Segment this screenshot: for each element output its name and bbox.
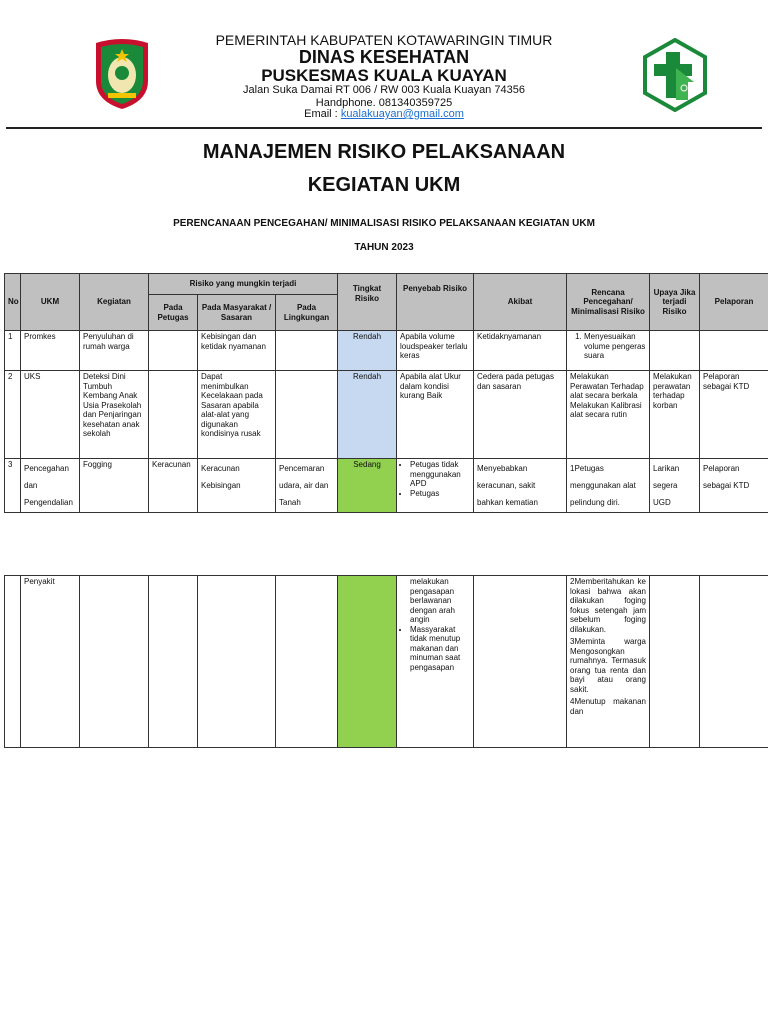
email-label: Email : (304, 108, 341, 120)
document-title: MANAJEMEN RISIKO PELAKSANAAN (202, 141, 566, 163)
table-row (5, 331, 768, 371)
penyebab-item: • Massyarakat tidak menutup makanan dan minuman saat pengasapan (410, 625, 470, 673)
risk-table-continued (4, 575, 768, 748)
cell-ukm: Promkes (21, 331, 80, 371)
header-rencana: Rencana Pencegahan/ Minimalisasi Risiko (567, 274, 650, 331)
document-subtitle: PERENCANAAN PENCEGAHAN/ MINIMALISASI RISIKO PELAKSANAAN KEGIATAN UKM (173, 218, 595, 229)
header-risiko: Risiko yang mungkin terjadi (149, 274, 338, 295)
cell-lingkungan (276, 576, 338, 748)
cell-upaya (650, 331, 700, 371)
cell-masyarakat: Keracunan Kebisingan (198, 459, 276, 513)
cell-masyarakat: Kebisingan dan ketidak nyamanan (198, 331, 276, 371)
cell-penyebab (397, 459, 474, 513)
penyebab-item: melakukan pengasapan berlawanan dengan arah angin (410, 577, 455, 624)
header-upaya: Upaya Jika terjadi Risiko (650, 274, 700, 331)
penyebab-item: • Petugas tidak menggunakan APD (410, 460, 470, 489)
table-row (5, 576, 768, 748)
cell-penyebab: Apabila volume loudspeaker terlalu keras (397, 331, 474, 371)
header-no: No (5, 274, 21, 331)
header-ukm: UKM (21, 274, 80, 331)
cell-pelaporan: Pelaporan sebagai KTD (700, 459, 768, 513)
cell-upaya (650, 576, 700, 748)
penyebab-item: • Petugas (410, 489, 470, 499)
rencana-item: 1. Menyesuaikan volume pengeras suara (584, 332, 646, 361)
cell-akibat: Menyebabkan keracunan, sakit bahkan kematian (474, 459, 567, 513)
cell-tingkat: Rendah (338, 371, 397, 459)
cell-kegiatan: Fogging (80, 459, 149, 513)
cell-rencana: Melakukan Perawatan Terhadap alat secara berkala Melakukan Kalibrasi alat secara rutin (567, 371, 650, 459)
header-masyarakat: Pada Masyarakat / Sasaran (198, 295, 276, 331)
cell-petugas (149, 371, 198, 459)
cell-no: 3 (5, 459, 21, 513)
government-name: PEMERINTAH KABUPATEN KOTAWARINGIN TIMUR (215, 32, 553, 48)
cell-upaya: Melakukan perawatan terhadap korban (650, 371, 700, 459)
cell-kegiatan (80, 576, 149, 748)
document-title-line2: KEGIATAN UKM (307, 174, 461, 196)
cell-penyebab: Apabila alat Ukur dalam kondisi kurang Baik (397, 371, 474, 459)
cell-rencana: 1Petugas menggunakan alat pelindung diri. (567, 459, 650, 513)
rencana-item: 3Meminta warga Mengosongkan rumahnya. Termasuk orang tua renta dan bayi atau orang sakit. (570, 637, 646, 694)
table-row (5, 371, 768, 459)
agency-name: DINAS KESEHATAN (298, 47, 470, 67)
puskesmas-name: PUSKESMAS KUALA KUAYAN (261, 66, 507, 85)
risk-table (4, 273, 768, 513)
cell-tingkat: Rendah (338, 331, 397, 371)
header-petugas: Pada Petugas (149, 295, 198, 331)
header-akibat: Akibat (474, 274, 567, 331)
header-tingkat: Tingkat Risiko (338, 274, 397, 331)
cell-no (5, 576, 21, 748)
cell-akibat: Cedera pada petugas dan sasaran (474, 371, 567, 459)
address: Jalan Suka Damai RT 006 / RW 003 Kuala Kuayan 74356 (243, 84, 525, 96)
cell-pelaporan (700, 331, 768, 371)
letterhead-divider (6, 127, 762, 129)
header-kegiatan: Kegiatan (80, 274, 149, 331)
table-row (5, 459, 768, 513)
cell-pelaporan: Pelaporan sebagai KTD (700, 371, 768, 459)
phone: Handphone. 081340359725 (315, 97, 453, 109)
cell-masyarakat: Dapat menimbulkan Kecelakaan pada Sasaran apabila alat-alat yang digunakan kondisinya rusak (198, 371, 276, 459)
cell-lingkungan (276, 331, 338, 371)
document-year: TAHUN 2023 (354, 242, 414, 253)
cell-masyarakat (198, 576, 276, 748)
header-pelaporan: Pelaporan (700, 274, 768, 331)
cell-no: 1 (5, 331, 21, 371)
rencana-item: 4Menutup makanan dan (570, 697, 646, 716)
email-line (0, 108, 768, 120)
cell-tingkat (338, 576, 397, 748)
cell-lingkungan (276, 371, 338, 459)
cell-penyebab (397, 576, 474, 748)
cell-petugas: Keracunan (149, 459, 198, 513)
cell-pelaporan (700, 576, 768, 748)
header-penyebab: Penyebab Risiko (397, 274, 474, 331)
cell-ukm: UKS (21, 371, 80, 459)
rencana-item: 2Memberitahukan ke lokasi bahwa akan dilakukan foging fokus setengah jam sebelum foging dilakukan. (570, 577, 646, 634)
cell-kegiatan: Penyuluhan di rumah warga (80, 331, 149, 371)
cell-tingkat: Sedang (338, 459, 397, 513)
cell-upaya: Larikan segera UGD (650, 459, 700, 513)
header-lingkungan: Pada Lingkungan (276, 295, 338, 331)
cell-petugas (149, 331, 198, 371)
cell-rencana (567, 576, 650, 748)
cell-petugas (149, 576, 198, 748)
cell-kegiatan: Deteksi Dini Tumbuh Kembang Anak Usia Prasekolah dan Penjaringan kesehatan anak sekolah (80, 371, 149, 459)
cell-akibat (474, 576, 567, 748)
cell-no: 2 (5, 371, 21, 459)
email-link[interactable]: kualakuayan@gmail.com (340, 108, 464, 120)
cell-akibat: Ketidaknyamanan (474, 331, 567, 371)
cell-rencana (567, 331, 650, 371)
cell-ukm: Pencegahan dan Pengendalian (21, 459, 80, 513)
cell-lingkungan: Pencemaran udara, air dan Tanah (276, 459, 338, 513)
cell-ukm: Penyakit (21, 576, 80, 748)
